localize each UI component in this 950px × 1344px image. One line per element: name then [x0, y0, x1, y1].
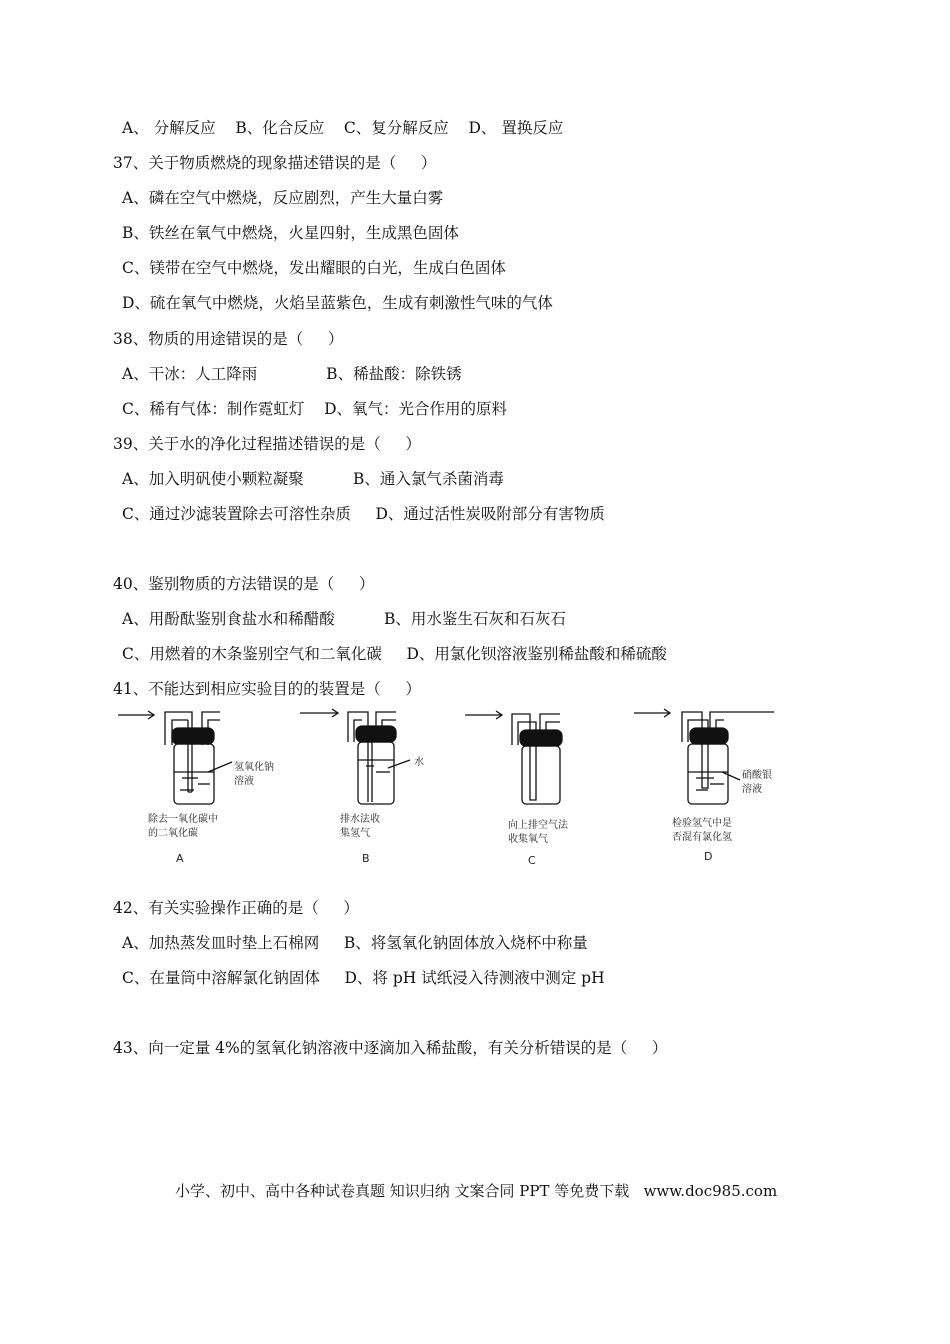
q37-option-d: D、硫在氧气中燃烧，火焰呈蓝紫色，生成有刺激性气味的气体: [122, 294, 553, 312]
letter-c: C: [528, 854, 536, 867]
q40-options-ab: A、用酚酞鉴别食盐水和稀醋酸 B、用水鉴生石灰和石灰石: [122, 610, 566, 628]
q38-options-ab: A、干冰：人工降雨 B、稀盐酸：除铁锈: [122, 365, 462, 383]
label-d-reagent: 硝酸银: [742, 770, 772, 781]
caption-c-line2: 收集氧气: [508, 834, 548, 845]
letter-a: A: [176, 852, 184, 865]
caption-b-line1: 排水法收: [340, 814, 380, 825]
label-b-reagent: 水: [414, 757, 424, 768]
q43-stem: 43、向一定量 4%的氢氧化钠溶液中逐滴加入稀盐酸，有关分析错误的是（ ）: [113, 1039, 668, 1057]
q37-option-b: B、铁丝在氧气中燃烧，火星四射，生成黑色固体: [122, 224, 459, 242]
q41-stem: 41、不能达到相应实验目的的装置是（ ）: [113, 680, 421, 698]
q39-stem: 39、关于水的净化过程描述错误的是（ ）: [113, 435, 421, 453]
q40-stem: 40、鉴别物质的方法错误的是（ ）: [113, 575, 375, 593]
apparatus-b: [300, 709, 410, 804]
caption-b-line2: 集氢气: [340, 828, 370, 839]
caption-a-line2: 的二氧化碳: [148, 828, 198, 839]
caption-d-line1: 检验氢气中是: [672, 818, 732, 829]
caption-d-line2: 否混有氯化氢: [672, 832, 732, 843]
label-a-reagent: 氢氧化钠: [234, 762, 274, 773]
q39-options-ab: A、加入明矾使小颗粒凝聚 B、通入氯气杀菌消毒: [122, 470, 504, 488]
apparatus-a: [118, 711, 232, 804]
apparatus-c: [465, 711, 562, 804]
q36-options: A、 分解反应 B、化合反应 C、复分解反应 D、 置换反应: [122, 119, 564, 137]
page-footer: 小学、初中、高中各种试卷真题 知识归纳 文案合同 PPT 等免费下载 www.doc985.com: [175, 1182, 778, 1200]
q37-option-c: C、镁带在空气中燃烧，发出耀眼的白光，生成白色固体: [122, 259, 506, 277]
letter-d: D: [704, 850, 713, 863]
q40-options-cd: C、用燃着的木条鉴别空气和二氧化碳 D、用氯化钡溶液鉴别稀盐酸和稀硫酸: [122, 645, 667, 663]
caption-c-line1: 向上排空气法: [508, 820, 568, 831]
q38-stem: 38、物质的用途错误的是（ ）: [113, 330, 344, 348]
q42-options-cd: C、在量筒中溶解氯化钠固体 D、将 pH 试纸浸入待测液中测定 pH: [122, 969, 605, 987]
caption-a-line1: 除去一氧化碳中: [148, 814, 218, 825]
q42-stem: 42、有关实验操作正确的是（ ）: [113, 899, 359, 917]
label-a-reagent-2: 溶液: [234, 776, 254, 787]
label-d-reagent-2: 溶液: [742, 784, 762, 795]
gas-bottle-diagram: [110, 700, 790, 875]
q37-option-a: A、磷在空气中燃烧，反应剧烈，产生大量白雾: [122, 189, 444, 207]
q37-stem: 37、关于物质燃烧的现象描述错误的是（ ）: [113, 154, 437, 172]
letter-b: B: [362, 852, 370, 865]
q38-options-cd: C、稀有气体：制作霓虹灯 D、氧气：光合作用的原料: [122, 400, 507, 418]
q39-options-cd: C、通过沙滤装置除去可溶性杂质 D、通过活性炭吸附部分有害物质: [122, 505, 605, 523]
q42-options-ab: A、加热蒸发皿时垫上石棉网 B、将氢氧化钠固体放入烧杯中称量: [122, 934, 588, 952]
